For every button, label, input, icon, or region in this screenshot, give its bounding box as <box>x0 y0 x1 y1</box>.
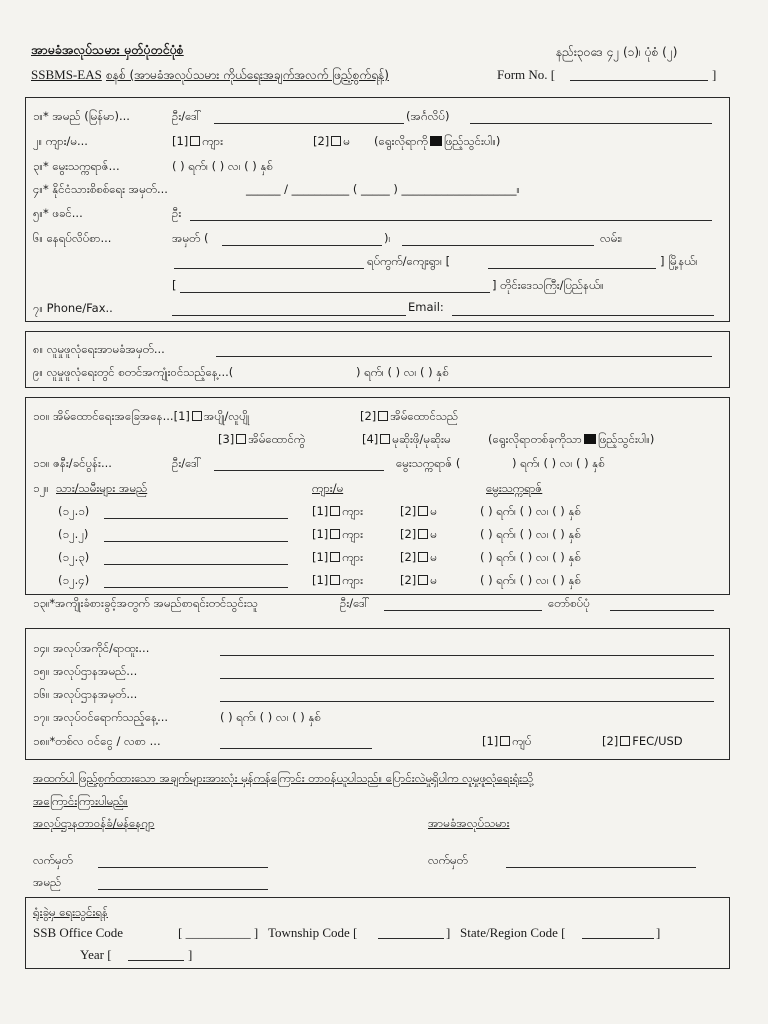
section-personal-info <box>25 97 730 322</box>
office-use-title: ရုံးခွဲမှ ရေးသွင်းရန် <box>33 905 108 919</box>
currency-option-fec[interactable]: [2] FEC/USD <box>602 734 683 748</box>
occupation-label: ၁၄။ အလုပ်အကိုင်/ရာထူး... <box>33 641 150 655</box>
form-no-field[interactable] <box>570 80 708 81</box>
address-no-close: )၊ <box>384 231 391 245</box>
child-name-field[interactable] <box>104 541 288 542</box>
marital-option-divorced[interactable]: [3] အိမ်ထောင်ကွဲ <box>218 432 306 446</box>
coverage-date-label: ၉။ လူမှုဖူလုံရေးတွင် စတင်အကျုံးဝင်သည့်နေ့...( <box>33 365 234 379</box>
salary-field[interactable] <box>220 748 372 749</box>
year-label: Year [ <box>80 947 112 962</box>
checkbox-icon[interactable] <box>418 575 428 585</box>
employer-name-label: အမည် <box>33 875 62 889</box>
ssb-office-code-label: SSB Office Code <box>33 925 124 940</box>
address-no-field[interactable] <box>222 245 382 246</box>
workplace-number-field[interactable] <box>220 701 714 702</box>
checkbox-icon[interactable] <box>330 575 340 585</box>
address-state-label: ] တိုင်းဒေသကြီး/ပြည်နယ်။ <box>492 278 604 292</box>
child-label: (၁၂.၃) <box>58 550 90 564</box>
form-subtitle: စနစ် (အာမခံအလုပ်သမား ကိုယ်ရေးအချက်အလက် ဖြည့်စွက်ရန်) <box>106 68 389 82</box>
marital-option-married[interactable]: [2] အိမ်ထောင်သည် <box>360 409 459 423</box>
name-prefix: ဦး/ဒေါ် <box>172 109 203 123</box>
employee-signature-field[interactable] <box>506 867 696 868</box>
ssb-office-code-field[interactable]: [ __________ ] <box>178 925 259 940</box>
spouse-name-field[interactable] <box>214 470 384 471</box>
employee-signature-label: လက်မှတ် <box>428 853 468 867</box>
address-ward-label: ရပ်ကွက်/ကျေးရွာ၊ [ <box>367 254 451 268</box>
address-label: ၆။ နေရပ်လိပ်စာ... <box>33 231 112 245</box>
beneficiary-prefix: ဦး/ဒေါ် <box>340 596 371 610</box>
child-name-field[interactable] <box>104 587 288 588</box>
checkbox-icon[interactable] <box>418 506 428 516</box>
child-gender-female[interactable]: [2] မ <box>400 527 437 541</box>
spouse-dob-field[interactable]: ) ရက်၊ ( ) လ၊ ( ) နှစ် <box>512 456 605 470</box>
marital-status-label: ၁၀။ အိမ်ထောင်ရေးအခြေအနေ...[1] အပျို/လူပျို <box>33 409 250 423</box>
spouse-prefix: ဦး/ဒေါ် <box>172 456 203 470</box>
children-header: သား/သမီးများ အမည် <box>56 481 148 495</box>
email-label: Email: <box>408 300 444 314</box>
checkbox-icon[interactable] <box>418 552 428 562</box>
workplace-number-label: ၁၆။ အလုပ်ဌာနအမှတ်... <box>33 687 138 701</box>
declaration-line2: အကြောင်းကြားပါမည်။ <box>33 794 128 808</box>
checkbox-icon[interactable] <box>330 529 340 539</box>
child-gender-male[interactable]: [1] ကျား <box>312 550 364 564</box>
beneficiary-relation-label: တော်စပ်ပုံ <box>548 596 590 610</box>
coverage-date-field[interactable]: ) ရက်၊ ( ) လ၊ ( ) နှစ် <box>356 365 449 379</box>
child-label: (၁၂.၄) <box>58 573 90 587</box>
employee-title: အာမခံအလုပ်သမား <box>428 816 510 830</box>
declaration-line1: အထက်ပါ ဖြည့်စွက်ထားသော အချက်များအားလုံး မှန်ကန်ကြောင်း တာဝန်ယူပါသည်။ ပြောင်းလဲမှုရှိပါက လူမှုဖူလုံရေးရုံးသို့ <box>33 771 534 785</box>
join-date-field[interactable]: ( ) ရက်၊ ( ) လ၊ ( ) နှစ် <box>220 710 321 724</box>
phone-field[interactable] <box>172 315 406 316</box>
beneficiary-label: ၁၃။*အကျိုးခံစားခွင့်အတွက် အမည်စာရင်းတင်သွင်းသူ <box>33 596 258 610</box>
checkbox-icon[interactable] <box>500 736 510 746</box>
checkbox-icon[interactable] <box>190 136 200 146</box>
address-street-label: လမ်း၊ <box>600 231 623 245</box>
gender-label: ၂။ ကျား/မ... <box>33 134 88 148</box>
child-dob-field[interactable]: ( ) ရက်၊ ( ) လ၊ ( ) နှစ် <box>480 550 581 564</box>
checkbox-icon[interactable] <box>380 434 390 444</box>
child-label: (၁၂.၂) <box>58 527 89 541</box>
child-name-field[interactable] <box>104 564 288 565</box>
name-english-field[interactable] <box>470 123 712 124</box>
insurance-number-label: ၈။ လူမှုဖူလုံရေးအာမခံအမှတ်... <box>33 342 165 356</box>
township-code-close: ] <box>446 925 451 940</box>
address-state-open: [ <box>172 278 177 292</box>
dob-label: ၃။* မွေးသက္ကရာဇ်... <box>33 159 120 173</box>
child-gender-male[interactable]: [1] ကျား <box>312 527 364 541</box>
currency-option-kyat[interactable]: [1] ကျပ် <box>482 734 532 748</box>
child-gender-female[interactable]: [2] မ <box>400 504 437 518</box>
children-dob-header: မွေးသက္ကရာဇ် <box>486 481 543 495</box>
checkbox-icon[interactable] <box>192 411 202 421</box>
employer-name-field[interactable] <box>98 889 268 890</box>
section-office-use <box>25 897 730 969</box>
children-gender-header: ကျား/မ <box>312 481 344 495</box>
address-no-label: အမှတ် ( <box>172 231 209 245</box>
child-gender-male[interactable]: [1] ကျား <box>312 504 364 518</box>
state-code-label: State/Region Code [ <box>460 925 566 940</box>
filled-box-icon <box>430 136 442 146</box>
form-no-close: ] <box>712 67 717 82</box>
checkbox-icon[interactable] <box>330 552 340 562</box>
address-township-label: ] မြို့နယ်၊ <box>660 254 698 268</box>
name-myanmar-field[interactable] <box>214 123 404 124</box>
workplace-name-label: ၁၅။ အလုပ်ဌာနအမည်... <box>33 664 138 678</box>
nrc-field[interactable]: ______ / __________ ( _____ ) ____________________။ <box>246 182 521 196</box>
form-title: အာမခံအလုပ်သမား မှတ်ပုံတင်ပုံစံ <box>31 42 184 57</box>
spouse-label: ၁၁။ ဇနီး/ခင်ပွန်း... <box>33 456 112 470</box>
name-label: ၁။* အမည် (မြန်မာ)... <box>33 109 130 123</box>
address-township-field[interactable] <box>488 268 656 269</box>
employer-signature-label: လက်မှတ် <box>33 853 73 867</box>
dob-field[interactable]: ( ) ရက်၊ ( ) လ၊ ( ) နှစ် <box>172 159 273 173</box>
father-name-prefix: ဦး <box>172 206 182 220</box>
checkbox-icon[interactable] <box>331 136 341 146</box>
beneficiary-name-field[interactable] <box>384 610 542 611</box>
section-insurance <box>25 331 730 388</box>
occupation-field[interactable] <box>220 655 714 656</box>
gender-note: (ရွေးလိုရာကို ဖြည့်သွင်းပါ။) <box>374 134 501 148</box>
checkbox-icon[interactable] <box>236 434 246 444</box>
system-code: SSBMS-EAS <box>31 67 102 82</box>
salary-label: ၁၈။*တစ်လ ဝင်ငွေ / လစာ ... <box>33 734 161 748</box>
child-gender-female[interactable]: [2] မ <box>400 573 437 587</box>
checkbox-icon[interactable] <box>378 411 388 421</box>
spouse-dob-label: မွေးသက္ကရာဇ် ( <box>396 456 461 470</box>
workplace-name-field[interactable] <box>220 678 714 679</box>
beneficiary-relation-field[interactable] <box>610 610 714 611</box>
child-name-field[interactable] <box>104 518 288 519</box>
child-gender-male[interactable]: [1] ကျား <box>312 573 364 587</box>
child-dob-field[interactable]: ( ) ရက်၊ ( ) လ၊ ( ) နှစ် <box>480 527 581 541</box>
state-code-close: ] <box>656 925 661 940</box>
employer-signature-field[interactable] <box>98 867 268 868</box>
year-field[interactable] <box>128 960 184 961</box>
form-no-label: Form No. [ <box>497 67 556 82</box>
gender-option-female[interactable]: [2] မ <box>313 134 350 148</box>
year-close: ] <box>188 947 193 962</box>
section-family <box>25 397 730 595</box>
state-code-field[interactable] <box>582 938 654 939</box>
marital-option-widowed[interactable]: [4] မုဆိုးဖို/မုဆိုးမ <box>362 432 451 446</box>
name-english-label: (အင်္ဂလိပ်) <box>406 109 450 123</box>
township-code-field[interactable] <box>378 938 444 939</box>
child-gender-female[interactable]: [2] မ <box>400 550 437 564</box>
checkbox-icon[interactable] <box>418 529 428 539</box>
join-date-label: ၁၇။ အလုပ်ဝင်ရောက်သည့်နေ့... <box>33 710 169 724</box>
nrc-label: ၄။* နိုင်ငံသားစိစစ်ရေး အမှတ်... <box>33 182 168 196</box>
marital-note: (ရွေးလိုရာတစ်ခုကိုသာ ဖြည့်သွင်းပါ။) <box>488 432 655 446</box>
children-label-num: ၁၂။ <box>33 481 49 495</box>
child-dob-field[interactable]: ( ) ရက်၊ ( ) လ၊ ( ) နှစ် <box>480 573 581 587</box>
insurance-number-field[interactable] <box>216 356 712 357</box>
phone-label: ၇။ Phone/Fax.. <box>33 301 113 315</box>
gender-option-male[interactable]: [1] ကျား <box>172 134 224 148</box>
filled-box-icon <box>584 434 596 444</box>
checkbox-icon[interactable] <box>330 506 340 516</box>
address-state-field[interactable] <box>180 292 490 293</box>
form-code: နည်း၃၀ဒေ ၄၂ (၁)၊ ပုံစံ (၂) <box>556 45 678 59</box>
address-ward-field[interactable] <box>174 268 364 269</box>
employer-title: အလုပ်ဌာနတာဝန်ခံ/မန်နေဂျာ <box>33 816 155 830</box>
father-name-field[interactable] <box>190 220 712 221</box>
checkbox-icon[interactable] <box>620 736 630 746</box>
address-street-field[interactable] <box>402 245 594 246</box>
father-name-label: ၅။* ဖခင်... <box>33 206 83 220</box>
township-code-label: Township Code [ <box>268 925 358 940</box>
child-dob-field[interactable]: ( ) ရက်၊ ( ) လ၊ ( ) နှစ် <box>480 504 581 518</box>
email-field[interactable] <box>452 315 714 316</box>
child-label: (၁၂.၁) <box>58 504 90 518</box>
